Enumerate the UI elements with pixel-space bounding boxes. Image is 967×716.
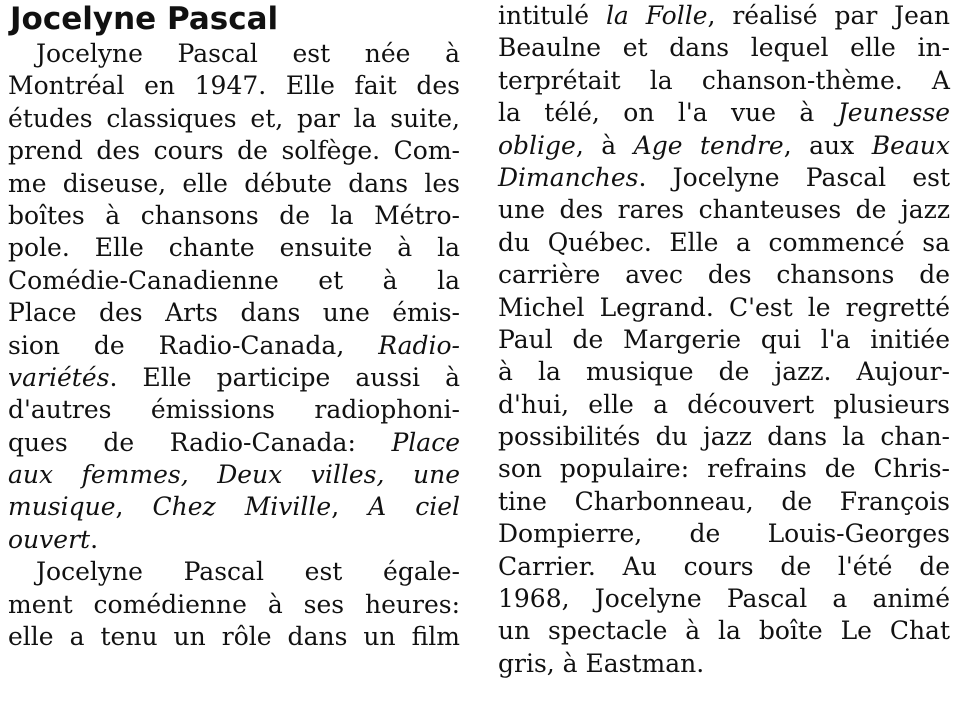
text-line	[498, 259, 950, 291]
text-run: boîtes à chansons de la Métro-	[8, 200, 460, 230]
text-line	[498, 324, 950, 356]
text-run: carrière avec des chansons de	[498, 260, 950, 290]
text-line	[8, 103, 460, 135]
text-run: possibilités du jazz dans la chan-	[498, 422, 950, 452]
italic-title: musique	[8, 492, 116, 522]
text-line	[498, 648, 950, 680]
italic-title: Place	[391, 427, 460, 457]
text-line	[8, 232, 460, 264]
text-line	[498, 421, 950, 453]
left-column	[8, 0, 460, 653]
text-run: gris, à Eastman.	[498, 648, 705, 678]
text-line	[8, 621, 460, 653]
text-run: me diseuse, elle débute dans les	[8, 168, 460, 198]
text-run: tine Charbonneau, de François	[498, 486, 950, 516]
text-run: d'hui, elle a découvert plusieurs	[498, 389, 950, 419]
left-column-text	[8, 38, 460, 653]
text-line	[8, 459, 460, 491]
text-run: Jocelyne Pascal est égale-	[36, 557, 460, 587]
text-line	[498, 130, 950, 162]
text-line	[498, 292, 950, 324]
italic-title: aux femmes, Deux villes, une	[8, 460, 460, 490]
text-line	[498, 486, 950, 518]
text-run: la télé, on l'a vue à	[498, 98, 838, 128]
text-run: , à	[575, 130, 634, 160]
text-run: . Jocelyne Pascal est	[638, 162, 950, 192]
text-line	[498, 551, 950, 583]
text-run: pole. Elle chante ensuite à la	[8, 233, 460, 263]
text-run: sion de Radio-Canada,	[8, 330, 379, 360]
right-column	[498, 0, 950, 680]
italic-title: la Folle	[605, 1, 708, 30]
text-line	[498, 389, 950, 421]
text-run: Carrier. Au cours de l'été de	[498, 551, 950, 581]
italic-title: Radio-	[378, 330, 460, 360]
text-line	[8, 589, 460, 621]
text-run: ,	[331, 492, 369, 522]
text-run: Paul de Margerie qui l'a initiée	[498, 324, 950, 354]
text-run: son populaire: refrains de Chris-	[498, 454, 950, 484]
text-line	[8, 556, 460, 588]
text-run: Montréal en 1947. Elle fait des	[8, 71, 460, 101]
text-line	[498, 227, 950, 259]
text-line	[8, 524, 460, 556]
text-run: ques de Radio-Canada:	[8, 427, 392, 457]
text-line	[498, 32, 950, 64]
text-line	[498, 162, 950, 194]
italic-title: Beaux	[871, 130, 950, 160]
text-run: à la musique de jazz. Aujour-	[498, 357, 950, 387]
text-line	[8, 38, 460, 70]
text-line	[8, 394, 460, 426]
text-line	[8, 491, 460, 523]
text-line	[498, 356, 950, 388]
right-column-text	[498, 0, 950, 680]
text-run: terprétait la chanson-thème. A	[498, 65, 950, 95]
text-run: Beaulne et dans lequel elle in-	[498, 33, 950, 63]
text-line	[8, 330, 460, 362]
text-line	[8, 427, 460, 459]
text-line	[8, 135, 460, 167]
text-line	[498, 583, 950, 615]
italic-title: variétés	[8, 362, 110, 392]
text-run: un spectacle à la boîte Le Chat	[498, 616, 950, 646]
text-line	[498, 518, 950, 550]
italic-title: ouvert	[8, 524, 91, 554]
text-line	[8, 70, 460, 102]
text-line	[8, 297, 460, 329]
text-run: .	[90, 524, 99, 554]
text-run: une des rares chanteuses de jazz	[498, 195, 950, 225]
text-run: études classiques et, par la suite,	[8, 103, 460, 133]
italic-title: Age tendre	[633, 130, 784, 160]
text-run: Jocelyne Pascal est née à	[36, 39, 460, 68]
text-line	[498, 65, 950, 97]
text-run: Comédie-Canadienne et à la	[8, 265, 460, 295]
text-run: elle a tenu un rôle dans un film	[8, 622, 460, 652]
text-line	[8, 200, 460, 232]
article-title: Jocelyne Pascal	[10, 1, 279, 37]
text-run: ,	[115, 492, 153, 522]
text-run: Dompierre, de Louis-Georges	[498, 519, 950, 549]
text-line	[498, 194, 950, 226]
text-run: du Québec. Elle a commencé sa	[498, 227, 950, 257]
italic-title: Dimanches	[498, 162, 639, 192]
text-run: intitulé	[498, 1, 606, 30]
text-line	[498, 453, 950, 485]
text-run: 1968, Jocelyne Pascal a animé	[498, 584, 950, 614]
text-run: , réalisé par Jean	[707, 1, 950, 30]
italic-title: oblige	[498, 130, 576, 160]
text-run: , aux	[783, 130, 872, 160]
text-run: . Elle participe aussi à	[109, 362, 460, 392]
text-line	[8, 265, 460, 297]
text-line	[498, 615, 950, 647]
text-line	[498, 0, 950, 32]
text-run: ment comédienne à ses heures:	[8, 589, 460, 619]
text-run: d'autres émissions radiophoni-	[8, 395, 460, 425]
text-run: Michel Legrand. C'est le regretté	[498, 292, 950, 322]
italic-title: Chez Miville	[152, 492, 332, 522]
text-line	[8, 168, 460, 200]
text-line	[8, 362, 460, 394]
italic-title: A ciel	[368, 492, 460, 522]
text-line	[498, 97, 950, 129]
text-run: prend des cours de solfège. Com-	[8, 136, 460, 166]
text-run: Place des Arts dans une émis-	[8, 298, 460, 328]
italic-title: Jeunesse	[837, 98, 950, 128]
